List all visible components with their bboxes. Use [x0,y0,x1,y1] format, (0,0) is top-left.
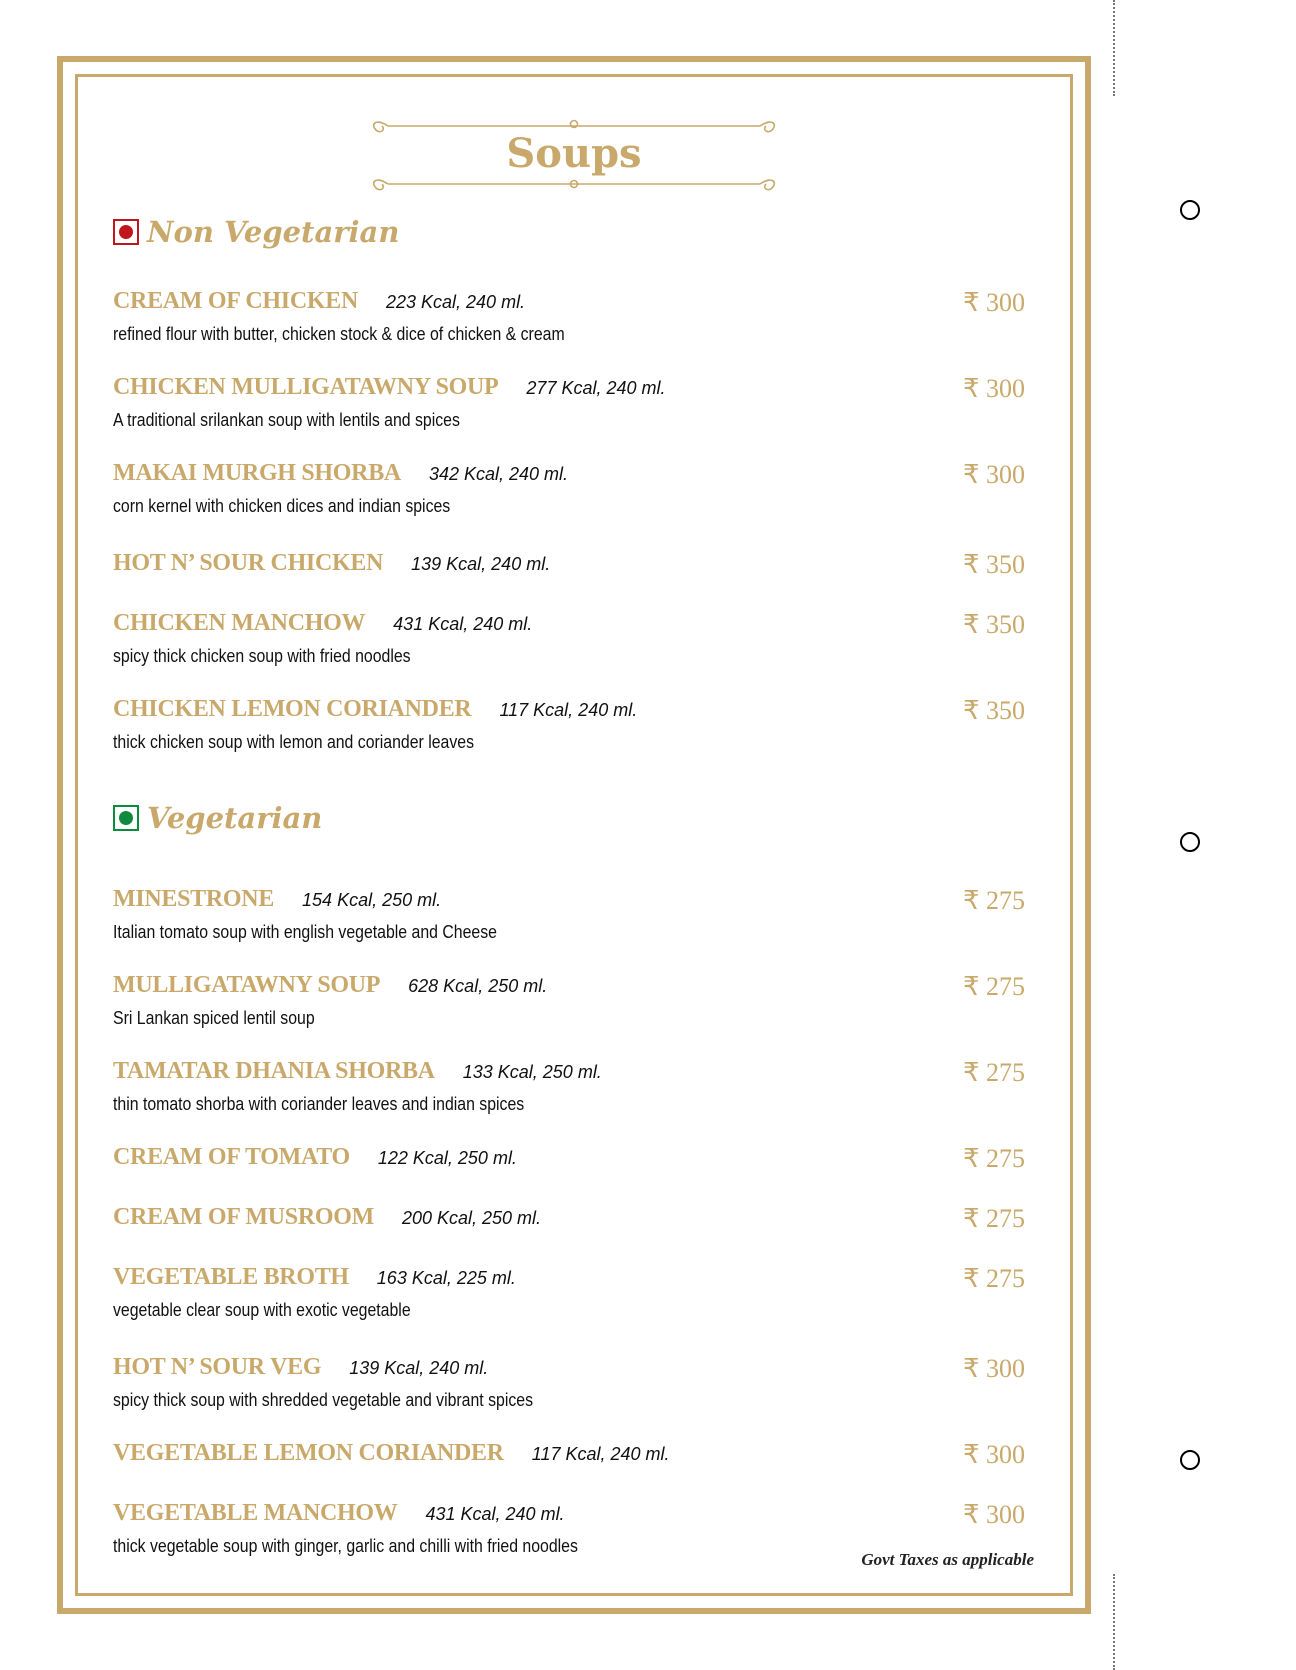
menu-item [113,374,1025,432]
section-title: Vegetarian [147,801,323,835]
item-name: CHICKEN MULLIGATAWNY SOUP [113,374,499,400]
menu-item [113,1354,1025,1412]
item-nutrition: 431 Kcal, 240 ml. [425,1504,565,1524]
item-nutrition: 139 Kcal, 240 ml. [349,1358,489,1378]
item-description: Sri Lankan spiced lentil soup [113,1008,315,1028]
item-price: ₹ 350 [962,696,1025,725]
item-description: thin tomato shorba with coriander leaves and indian spices [113,1094,525,1114]
page-edge-perforation [1113,1574,1115,1670]
menu-item [113,1264,1025,1322]
item-name: MAKAI MURGH SHORBA [113,460,401,486]
item-nutrition: 628 Kcal, 250 ml. [408,976,548,996]
item-nutrition: 117 Kcal, 240 ml. [531,1444,670,1464]
item-name: CHICKEN MANCHOW [113,610,366,636]
binder-hole [1180,200,1200,220]
item-name: VEGETABLE BROTH [113,1264,349,1290]
item-price: ₹ 350 [962,550,1025,579]
item-description: thick chicken soup with lemon and coriander leaves [113,732,475,752]
item-name: CREAM OF TOMATO [113,1144,350,1170]
menu-item [113,1144,1025,1178]
item-name: MULLIGATAWNY SOUP [113,972,381,998]
item-price: ₹ 300 [962,460,1025,489]
item-price: ₹ 275 [962,886,1025,915]
item-price: ₹ 300 [962,374,1025,403]
item-name: CHICKEN LEMON CORIANDER [113,696,472,722]
item-price: ₹ 300 [962,1440,1025,1469]
item-price: ₹ 300 [962,1500,1025,1529]
item-description: spicy thick chicken soup with fried noodles [113,646,411,666]
item-nutrition: 431 Kcal, 240 ml. [393,614,533,634]
page-edge-perforation [1113,0,1115,96]
item-description: vegetable clear soup with exotic vegetable [113,1300,411,1320]
binder-hole [1180,1450,1200,1470]
menu-item [113,696,1025,754]
item-name: CREAM OF CHICKEN [113,288,358,314]
item-nutrition: 342 Kcal, 240 ml. [428,464,569,484]
item-description: Italian tomato soup with english vegetable and Cheese [113,922,497,942]
item-nutrition: 133 Kcal, 250 ml. [462,1062,602,1082]
menu-item [113,460,1025,518]
item-description: A traditional srilankan soup with lentils and spices [113,410,460,430]
binder-hole [1180,832,1200,852]
tax-note: Govt Taxes as applicable [861,1550,1034,1569]
item-nutrition: 154 Kcal, 250 ml. [302,890,442,910]
item-nutrition: 139 Kcal, 240 ml. [411,554,551,574]
item-name: TAMATAR DHANIA SHORBA [113,1058,435,1084]
item-description: corn kernel with chicken dices and indian spices [113,496,451,516]
item-nutrition: 122 Kcal, 250 ml. [377,1148,517,1168]
item-nutrition: 277 Kcal, 240 ml. [526,378,666,398]
item-price: ₹ 300 [962,288,1025,317]
item-name: VEGETABLE LEMON CORIANDER [113,1440,504,1466]
item-price: ₹ 350 [962,610,1025,639]
item-name: VEGETABLE MANCHOW [113,1500,398,1526]
item-nutrition: 117 Kcal, 240 ml. [499,700,638,720]
item-price: ₹ 275 [962,1058,1025,1087]
menu-item [113,972,1025,1030]
menu-item [113,610,1025,668]
item-nutrition: 163 Kcal, 225 ml. [376,1268,516,1288]
item-name: MINESTRONE [113,886,275,912]
item-price: ₹ 275 [962,1144,1025,1173]
page-title: Soups [506,130,642,177]
item-name: HOT N’ SOUR VEG [113,1354,322,1380]
item-name: CREAM OF MUSROOM [113,1204,374,1230]
section-header [113,798,322,838]
menu-item [113,1058,1025,1116]
item-price: ₹ 300 [962,1354,1025,1383]
veg-indicator-icon [113,805,139,831]
item-description: thick vegetable soup with ginger, garlic and chilli with fried noodles [113,1536,578,1556]
item-name: HOT N’ SOUR CHICKEN [113,550,384,576]
section-title: Non Vegetarian [147,215,400,249]
menu-item [113,1204,1025,1238]
menu-item [113,886,1025,944]
menu-item [113,288,1025,346]
item-price: ₹ 275 [962,1204,1025,1233]
item-nutrition: 200 Kcal, 250 ml. [401,1208,542,1228]
item-description: spicy thick soup with shredded vegetable and vibrant spices [113,1390,534,1410]
non-veg-indicator-icon [113,219,139,245]
menu-item [113,550,1025,584]
menu-item [113,1440,1025,1474]
section-header [113,212,399,252]
item-price: ₹ 275 [962,972,1025,1001]
item-nutrition: 223 Kcal, 240 ml. [385,292,526,312]
item-price: ₹ 275 [962,1264,1025,1293]
item-description: refined flour with butter, chicken stock & dice of chicken & cream [113,324,565,344]
